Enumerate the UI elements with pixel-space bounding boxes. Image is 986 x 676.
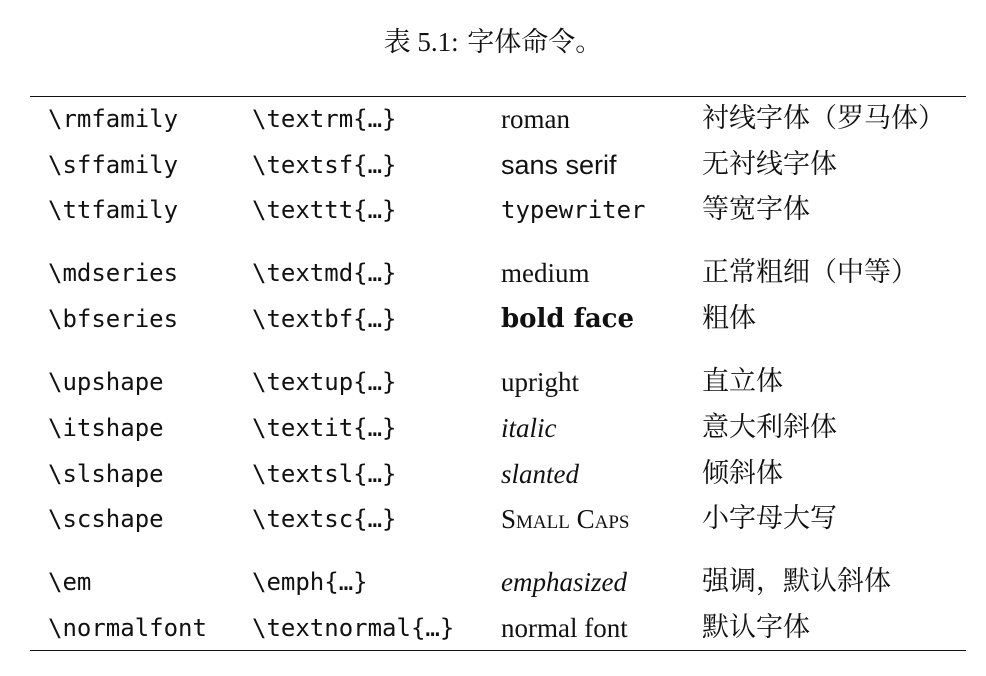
- declaration-cell: \normalfont: [48, 614, 207, 642]
- command-cell: \textmd{…}: [252, 259, 397, 287]
- command-cell: \textsl{…}: [252, 460, 397, 488]
- description-cell: 倾斜体: [702, 458, 783, 489]
- sample-cell: slanted: [501, 459, 579, 489]
- description-cell: 直立体: [702, 366, 783, 397]
- declaration-cell: \em: [48, 568, 92, 596]
- sample-cell: medium: [501, 258, 590, 288]
- description-cell: 强调，默认斜体: [702, 566, 891, 597]
- declaration-cell: \slshape: [48, 460, 164, 488]
- sample-cell: italic: [501, 413, 557, 443]
- sample-cell: normal font: [501, 613, 628, 643]
- declaration-cell: \rmfamily: [48, 105, 179, 133]
- table-caption: [0, 22, 986, 63]
- declaration-cell: \itshape: [48, 414, 164, 442]
- command-cell: \textup{…}: [252, 368, 397, 396]
- declaration-cell: \scshape: [48, 505, 164, 533]
- table-title: 字体命令。: [467, 27, 603, 58]
- description-cell: 意大利斜体: [702, 412, 837, 443]
- description-cell: 衬线字体（罗马体）: [702, 103, 945, 134]
- declaration-cell: \upshape: [48, 368, 164, 396]
- description-cell: 正常粗细（中等）: [702, 257, 918, 288]
- sample-cell: Small Caps: [501, 504, 630, 534]
- command-cell: \textnormal{…}: [252, 614, 455, 642]
- command-cell: \textrm{…}: [252, 105, 397, 133]
- table-bottom-rule: [30, 650, 966, 651]
- command-cell: \texttt{…}: [252, 196, 397, 224]
- command-cell: \textsf{…}: [252, 151, 397, 179]
- sample-cell: bold face: [501, 304, 635, 334]
- description-cell: 默认字体: [702, 612, 810, 643]
- description-cell: 小字母大写: [702, 503, 837, 534]
- declaration-cell: \bfseries: [48, 305, 179, 333]
- sample-cell: roman: [501, 104, 570, 134]
- command-cell: \textsc{…}: [252, 505, 397, 533]
- description-cell: 等宽字体: [702, 194, 810, 225]
- command-cell: \textit{…}: [252, 414, 397, 442]
- description-cell: 粗体: [702, 303, 756, 334]
- declaration-cell: \ttfamily: [48, 196, 179, 224]
- description-cell: 无衬线字体: [702, 149, 837, 180]
- sample-cell: typewriter: [501, 196, 646, 224]
- command-cell: \emph{…}: [252, 568, 368, 596]
- table-top-rule: [30, 96, 966, 97]
- table-number: 表 5.1:: [383, 27, 459, 57]
- command-cell: \textbf{…}: [252, 305, 397, 333]
- declaration-cell: \mdseries: [48, 259, 179, 287]
- sample-cell: emphasized: [501, 567, 627, 597]
- sample-cell: upright: [501, 367, 579, 397]
- declaration-cell: \sffamily: [48, 151, 179, 179]
- sample-cell: sans serif: [501, 150, 617, 180]
